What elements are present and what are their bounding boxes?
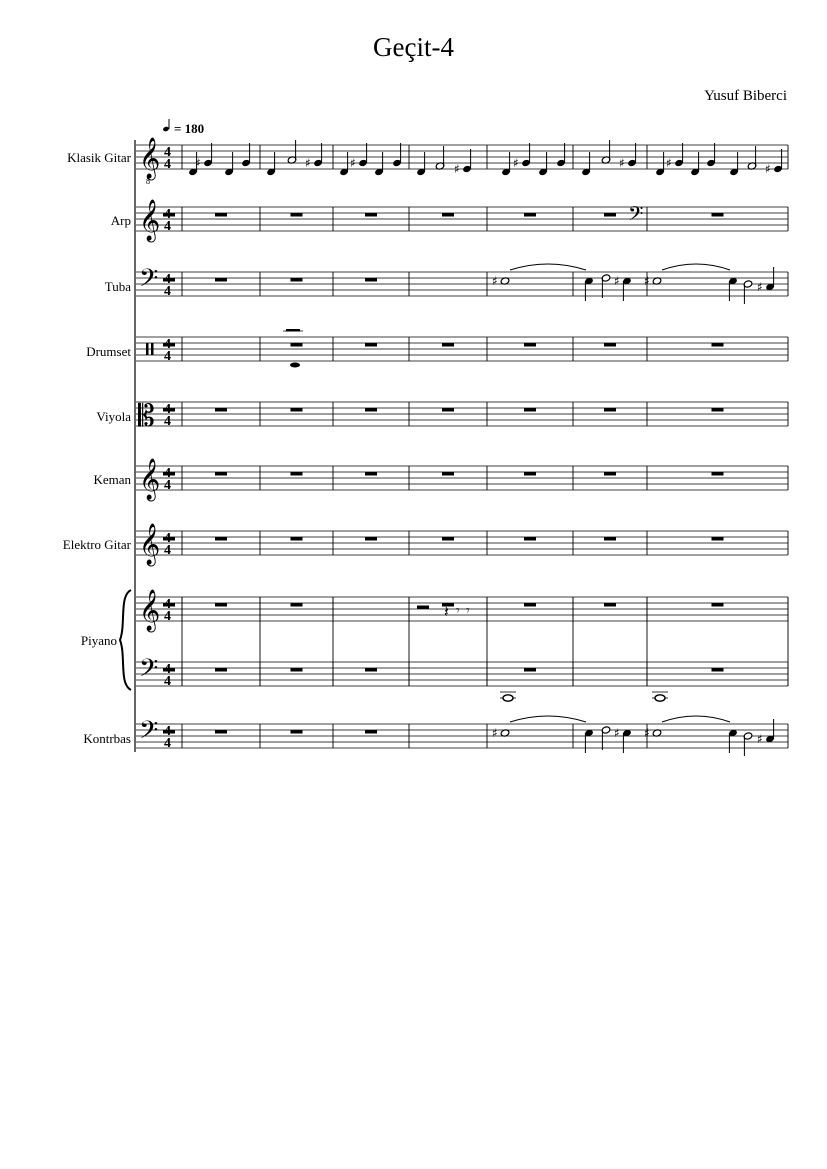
treble-clef-icon: 𝄞: [139, 200, 161, 241]
whole-rest: [712, 408, 724, 412]
bass-clef-icon: 𝄢: [139, 654, 159, 689]
quarter-note: [241, 143, 251, 167]
eighth-rest: 𝄾: [456, 603, 460, 619]
whole-rest: [365, 730, 377, 734]
percussion-clef-icon: [146, 343, 149, 355]
time-signature-denominator: 4: [164, 674, 171, 689]
quarter-note: [728, 277, 738, 301]
sharp-icon: ♯: [305, 156, 311, 170]
whole-rest: [215, 668, 227, 672]
staff-piyano-lh: [136, 654, 788, 689]
sharp-icon: ♯: [195, 156, 201, 170]
whole-rest: [604, 213, 616, 217]
score-title: Geçit-4: [373, 32, 454, 62]
whole-rest: [291, 472, 303, 476]
half-note: [435, 146, 445, 170]
treble-clef-icon: 𝄞: [139, 524, 161, 565]
staff-label-keman: Keman: [93, 472, 131, 487]
quarter-note: [374, 152, 384, 176]
staff-label-viyola: Viyola: [96, 409, 131, 424]
staff-label-elektro-gitar: Elektro Gitar: [62, 537, 131, 552]
whole-rest: [442, 408, 454, 412]
treble-clef-icon: 𝄞: [139, 138, 161, 179]
staff-label-tuba: Tuba: [104, 279, 131, 294]
octave-down-icon: 8: [146, 177, 150, 186]
sharp-icon: ♯: [666, 156, 672, 170]
sharp-icon: ♯: [765, 162, 771, 176]
quarter-note: [501, 152, 511, 176]
staff-piyano-rh: [136, 589, 788, 632]
sharp-icon: ♯: [644, 726, 650, 740]
whole-rest: [215, 730, 227, 734]
quarter-note: [392, 143, 402, 167]
quarter-note: [666, 143, 684, 170]
alto-clef-icon: 𝄡: [138, 399, 155, 434]
whole-note: [492, 726, 510, 740]
whole-rest: [604, 343, 616, 347]
whole-rest: [365, 537, 377, 541]
quarter-note: [224, 152, 234, 176]
whole-rest: [291, 408, 303, 412]
whole-rest: [524, 537, 536, 541]
whole-rest: [712, 343, 724, 347]
quarter-note: [195, 143, 213, 170]
whole-rest: [712, 537, 724, 541]
whole-rest: [163, 668, 175, 672]
drum-note: [290, 363, 300, 368]
whole-note: [655, 695, 665, 701]
whole-rest: [604, 603, 616, 607]
quarter-note: [728, 729, 738, 753]
whole-rest: [163, 472, 175, 476]
tie: [662, 716, 730, 722]
time-signature-denominator: 4: [164, 543, 171, 558]
whole-rest: [712, 603, 724, 607]
whole-rest: [291, 730, 303, 734]
sharp-icon: ♯: [757, 280, 763, 294]
composer-name: Yusuf Biberci: [704, 88, 787, 104]
staff-label-drumset: Drumset: [86, 344, 131, 359]
whole-rest: [712, 472, 724, 476]
half-note: [601, 140, 611, 164]
whole-rest: [365, 668, 377, 672]
staff-klasik-gitar: [136, 137, 788, 186]
whole-rest: [524, 408, 536, 412]
quarter-note: [416, 152, 426, 176]
quarter-note: [765, 149, 783, 176]
whole-rest: [215, 213, 227, 217]
whole-note: [503, 695, 513, 701]
whole-rest: [215, 472, 227, 476]
sharp-icon: ♯: [350, 156, 356, 170]
eighth-rest: 𝄾: [466, 603, 470, 619]
time-signature-denominator: 4: [164, 349, 171, 364]
tie: [510, 264, 586, 270]
tempo-marking: [162, 119, 204, 136]
whole-rest: [163, 408, 175, 412]
whole-rest: [365, 343, 377, 347]
staff-viyola: [136, 399, 788, 434]
quarter-note: [266, 152, 276, 176]
quarter-note: [584, 277, 594, 301]
staff-label-kontrbas: Kontrbas: [83, 731, 131, 746]
whole-note: [644, 274, 662, 288]
whole-rest: [365, 213, 377, 217]
time-signature-numerator: 4: [164, 145, 171, 160]
sharp-icon: ♯: [454, 162, 460, 176]
whole-rest: [604, 472, 616, 476]
time-signature-denominator: 4: [164, 736, 171, 751]
sharp-icon: ♯: [614, 726, 620, 740]
whole-rest: [712, 668, 724, 672]
whole-rest: [163, 278, 175, 282]
treble-clef-icon: 𝄞: [139, 459, 161, 500]
bass-clef-change-icon: 𝄢: [628, 202, 644, 230]
staff-label-arp: Arp: [110, 213, 131, 228]
whole-rest: [163, 730, 175, 734]
whole-rest: [215, 408, 227, 412]
whole-rest: [442, 537, 454, 541]
whole-rest: [291, 668, 303, 672]
time-signature-denominator: 4: [164, 284, 171, 299]
time-signature-denominator: 4: [164, 478, 171, 493]
whole-rest: [163, 343, 175, 347]
quarter-note: [350, 143, 368, 170]
whole-rest: [524, 668, 536, 672]
sharp-icon: ♯: [619, 156, 625, 170]
quarter-note: [619, 143, 637, 170]
staff-tuba: [136, 264, 788, 299]
whole-rest: [442, 472, 454, 476]
quarter-note: [584, 729, 594, 753]
whole-rest: [604, 537, 616, 541]
whole-note: [492, 274, 510, 288]
time-signature-denominator: 4: [164, 609, 171, 624]
bass-clef-icon: 𝄢: [139, 716, 159, 751]
half-note: [747, 146, 757, 170]
bass-clef-icon: 𝄢: [139, 264, 159, 299]
time-signature-denominator: 4: [164, 414, 171, 429]
quarter-note: [513, 143, 531, 170]
staff-elektro-gitar: [136, 523, 788, 566]
sharp-icon: ♯: [614, 274, 620, 288]
whole-rest: [291, 343, 303, 347]
whole-rest: [163, 603, 175, 607]
whole-rest: [524, 213, 536, 217]
quarter-note: [729, 152, 739, 176]
sharp-icon: ♯: [492, 726, 498, 740]
half-note: [287, 140, 297, 164]
treble-clef-icon: 𝄞: [139, 590, 161, 631]
time-signature-denominator: 4: [164, 219, 171, 234]
half-note: [601, 726, 611, 750]
quarter-note: [655, 152, 665, 176]
quarter-note: [305, 143, 323, 170]
half-note: [601, 274, 611, 298]
piano-brace: [120, 590, 131, 690]
staff-keman: [136, 458, 788, 501]
whole-note: [644, 726, 662, 740]
staff-kontrbas: [136, 716, 788, 751]
whole-rest: [365, 408, 377, 412]
sharp-icon: ♯: [492, 274, 498, 288]
whole-rest: [712, 213, 724, 217]
whole-rest: [291, 537, 303, 541]
quarter-note: [706, 143, 716, 167]
staff-label-klasik-gitar: Klasik Gitar: [67, 150, 131, 165]
staff-arp: [136, 199, 788, 242]
whole-rest: [442, 213, 454, 217]
half-note: [743, 732, 753, 756]
whole-rest: [215, 278, 227, 282]
quarter-note: [454, 149, 472, 176]
quarter-note: [339, 152, 349, 176]
tie: [510, 716, 586, 722]
whole-rest: [291, 603, 303, 607]
whole-rest: [524, 472, 536, 476]
staff-label-piyano: Piyano: [80, 633, 117, 648]
whole-rest: [215, 603, 227, 607]
time-signature-denominator: 4: [164, 157, 171, 172]
whole-rest: [442, 343, 454, 347]
quarter-note: [581, 152, 591, 176]
half-note: [743, 280, 753, 304]
whole-rest: [163, 213, 175, 217]
quarter-note: [556, 143, 566, 167]
quarter-note: [538, 152, 548, 176]
whole-rest: [365, 472, 377, 476]
whole-rest: [524, 603, 536, 607]
staff-drumset: [136, 337, 788, 364]
whole-rest: [163, 537, 175, 541]
tempo-value: = 180: [174, 121, 205, 136]
half-rest: [417, 606, 429, 610]
quarter-rest: 𝄽: [444, 602, 449, 621]
whole-rest: [365, 278, 377, 282]
whole-rest: [291, 278, 303, 282]
whole-rest: [215, 537, 227, 541]
sharp-icon: ♯: [757, 732, 763, 746]
sharp-icon: ♯: [644, 274, 650, 288]
sharp-icon: ♯: [513, 156, 519, 170]
quarter-note: [690, 152, 700, 176]
whole-rest: [291, 213, 303, 217]
whole-rest: [604, 408, 616, 412]
whole-rest: [524, 343, 536, 347]
tie: [662, 264, 730, 270]
